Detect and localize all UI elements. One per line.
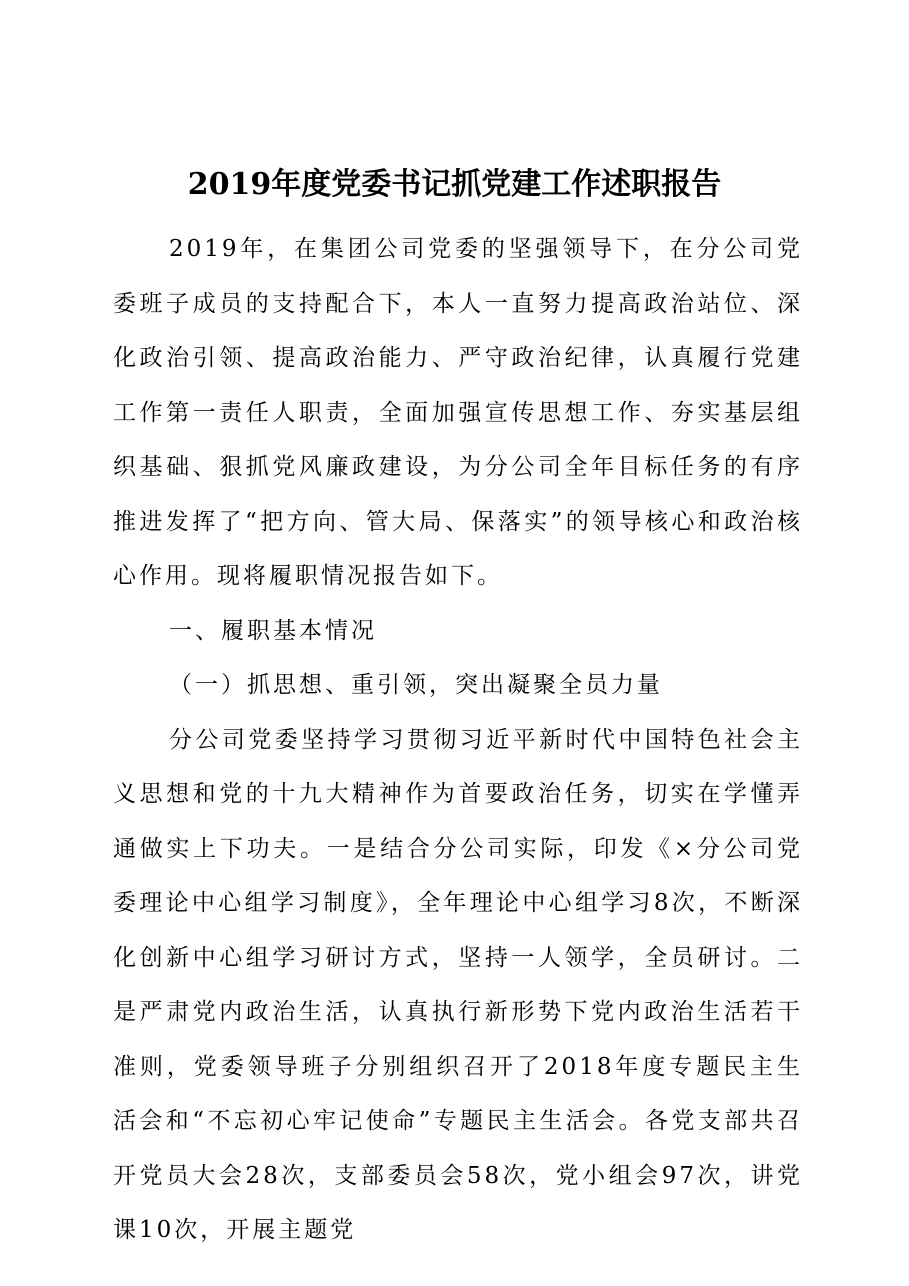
body-paragraph: 分公司党委坚持学习贯彻习近平新时代中国特色社会主义思想和党的十九大精神作为首要政治任务，切实在学懂弄通做实上下功夫。一是结合分公司实际，印发《×分公司党委理论中心组学习制度》，全年理论中心组学习8次，不断深化创新中心组学习研讨方式，坚持一人领学，全员研讨。二是严肃党内政治生活，认真执行新形势下党内政治生活若干准则，党委领导班子分别组织召开了2018年度专题民主生活会和“不忘初心牢记使命”专题民主生活会。各党支部共召开党员大会28次，支部委员会58次，党小组会97次，讲党课10次，开展主题党	[113, 726, 803, 1243]
subsection-heading: （一）抓思想、重引领，突出凝聚全员力量	[169, 672, 663, 698]
document-title: 2019年度党委书记抓党建工作述职报告	[187, 167, 722, 202]
document-body	[113, 222, 803, 1258]
section-heading: 一、履职基本情况	[169, 617, 377, 644]
intro-paragraph: 2019年，在集团公司党委的坚强领导下，在分公司党委班子成员的支持配合下，本人一直努力提高政治站位、深化政治引领、提高政治能力、严守政治纪律，认真履行党建工作第一责任人职责，全面加强宣传思想工作、夯实基层组织基础、狠抓党风廉政建设，为分公司全年目标任务的有序推进发挥了“把方向、管大局、保落实”的领导核心和政治核心作用。现将履职情况报告如下。	[113, 236, 803, 589]
